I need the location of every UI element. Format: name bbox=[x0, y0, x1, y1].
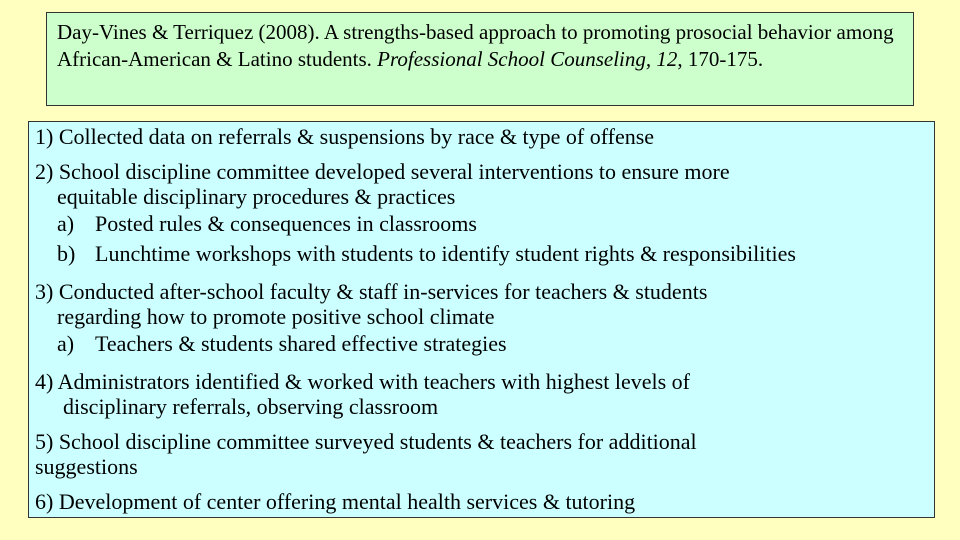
item-line1: 2) School discipline committee developed several interventions to ensure more bbox=[35, 159, 730, 184]
sub-item-2a bbox=[35, 209, 934, 239]
list-item-5 bbox=[35, 429, 934, 479]
item-line1: 4) Administrators identified & worked with teachers with highest levels of bbox=[35, 369, 690, 394]
list-item-2 bbox=[35, 159, 934, 269]
sub-item-letter: b) bbox=[57, 241, 76, 266]
list-item-3 bbox=[35, 279, 934, 359]
item-line2: disciplinary referrals, observing classroom bbox=[63, 394, 439, 419]
citation-pages: , 170-175. bbox=[677, 47, 764, 71]
item-line2: regarding how to promote positive school climate bbox=[57, 304, 495, 329]
citation-volume: 12 bbox=[656, 47, 678, 71]
item-line1: 5) School discipline committee surveyed students & teachers for additional bbox=[35, 429, 697, 454]
item-line2: suggestions bbox=[35, 454, 138, 479]
sub-item-letter: a) bbox=[57, 331, 75, 356]
citation-journal: Professional School Counseling, bbox=[377, 47, 652, 71]
citation-box bbox=[46, 12, 914, 106]
item-line2: equitable disciplinary procedures & practices bbox=[57, 184, 456, 209]
sub-item-text: Lunchtime workshops with students to identify student rights & responsibilities bbox=[95, 241, 796, 266]
list-item-4 bbox=[35, 369, 934, 419]
sub-item-text: Posted rules & consequences in classrooms bbox=[95, 211, 477, 236]
sub-item-3a bbox=[35, 329, 934, 359]
item-line1: 3) Conducted after-school faculty & staff in-services for teachers & students bbox=[35, 279, 708, 304]
sub-item-text: Teachers & students shared effective strategies bbox=[95, 331, 507, 356]
content-box bbox=[28, 121, 935, 518]
item-text: 6) Development of center offering mental health services & tutoring bbox=[35, 489, 636, 514]
citation-authors-title: Day-Vines & Terriquez (2008). A strengths-based approach to promoting prosocial behavior among African-American & Latino students. bbox=[57, 20, 894, 71]
list-item-1 bbox=[35, 124, 934, 149]
sub-item-letter: a) bbox=[57, 211, 75, 236]
sub-item-2b bbox=[35, 239, 934, 269]
item-text: 1) Collected data on referrals & suspensions by race & type of offense bbox=[35, 124, 655, 149]
list-item-6 bbox=[35, 489, 934, 514]
